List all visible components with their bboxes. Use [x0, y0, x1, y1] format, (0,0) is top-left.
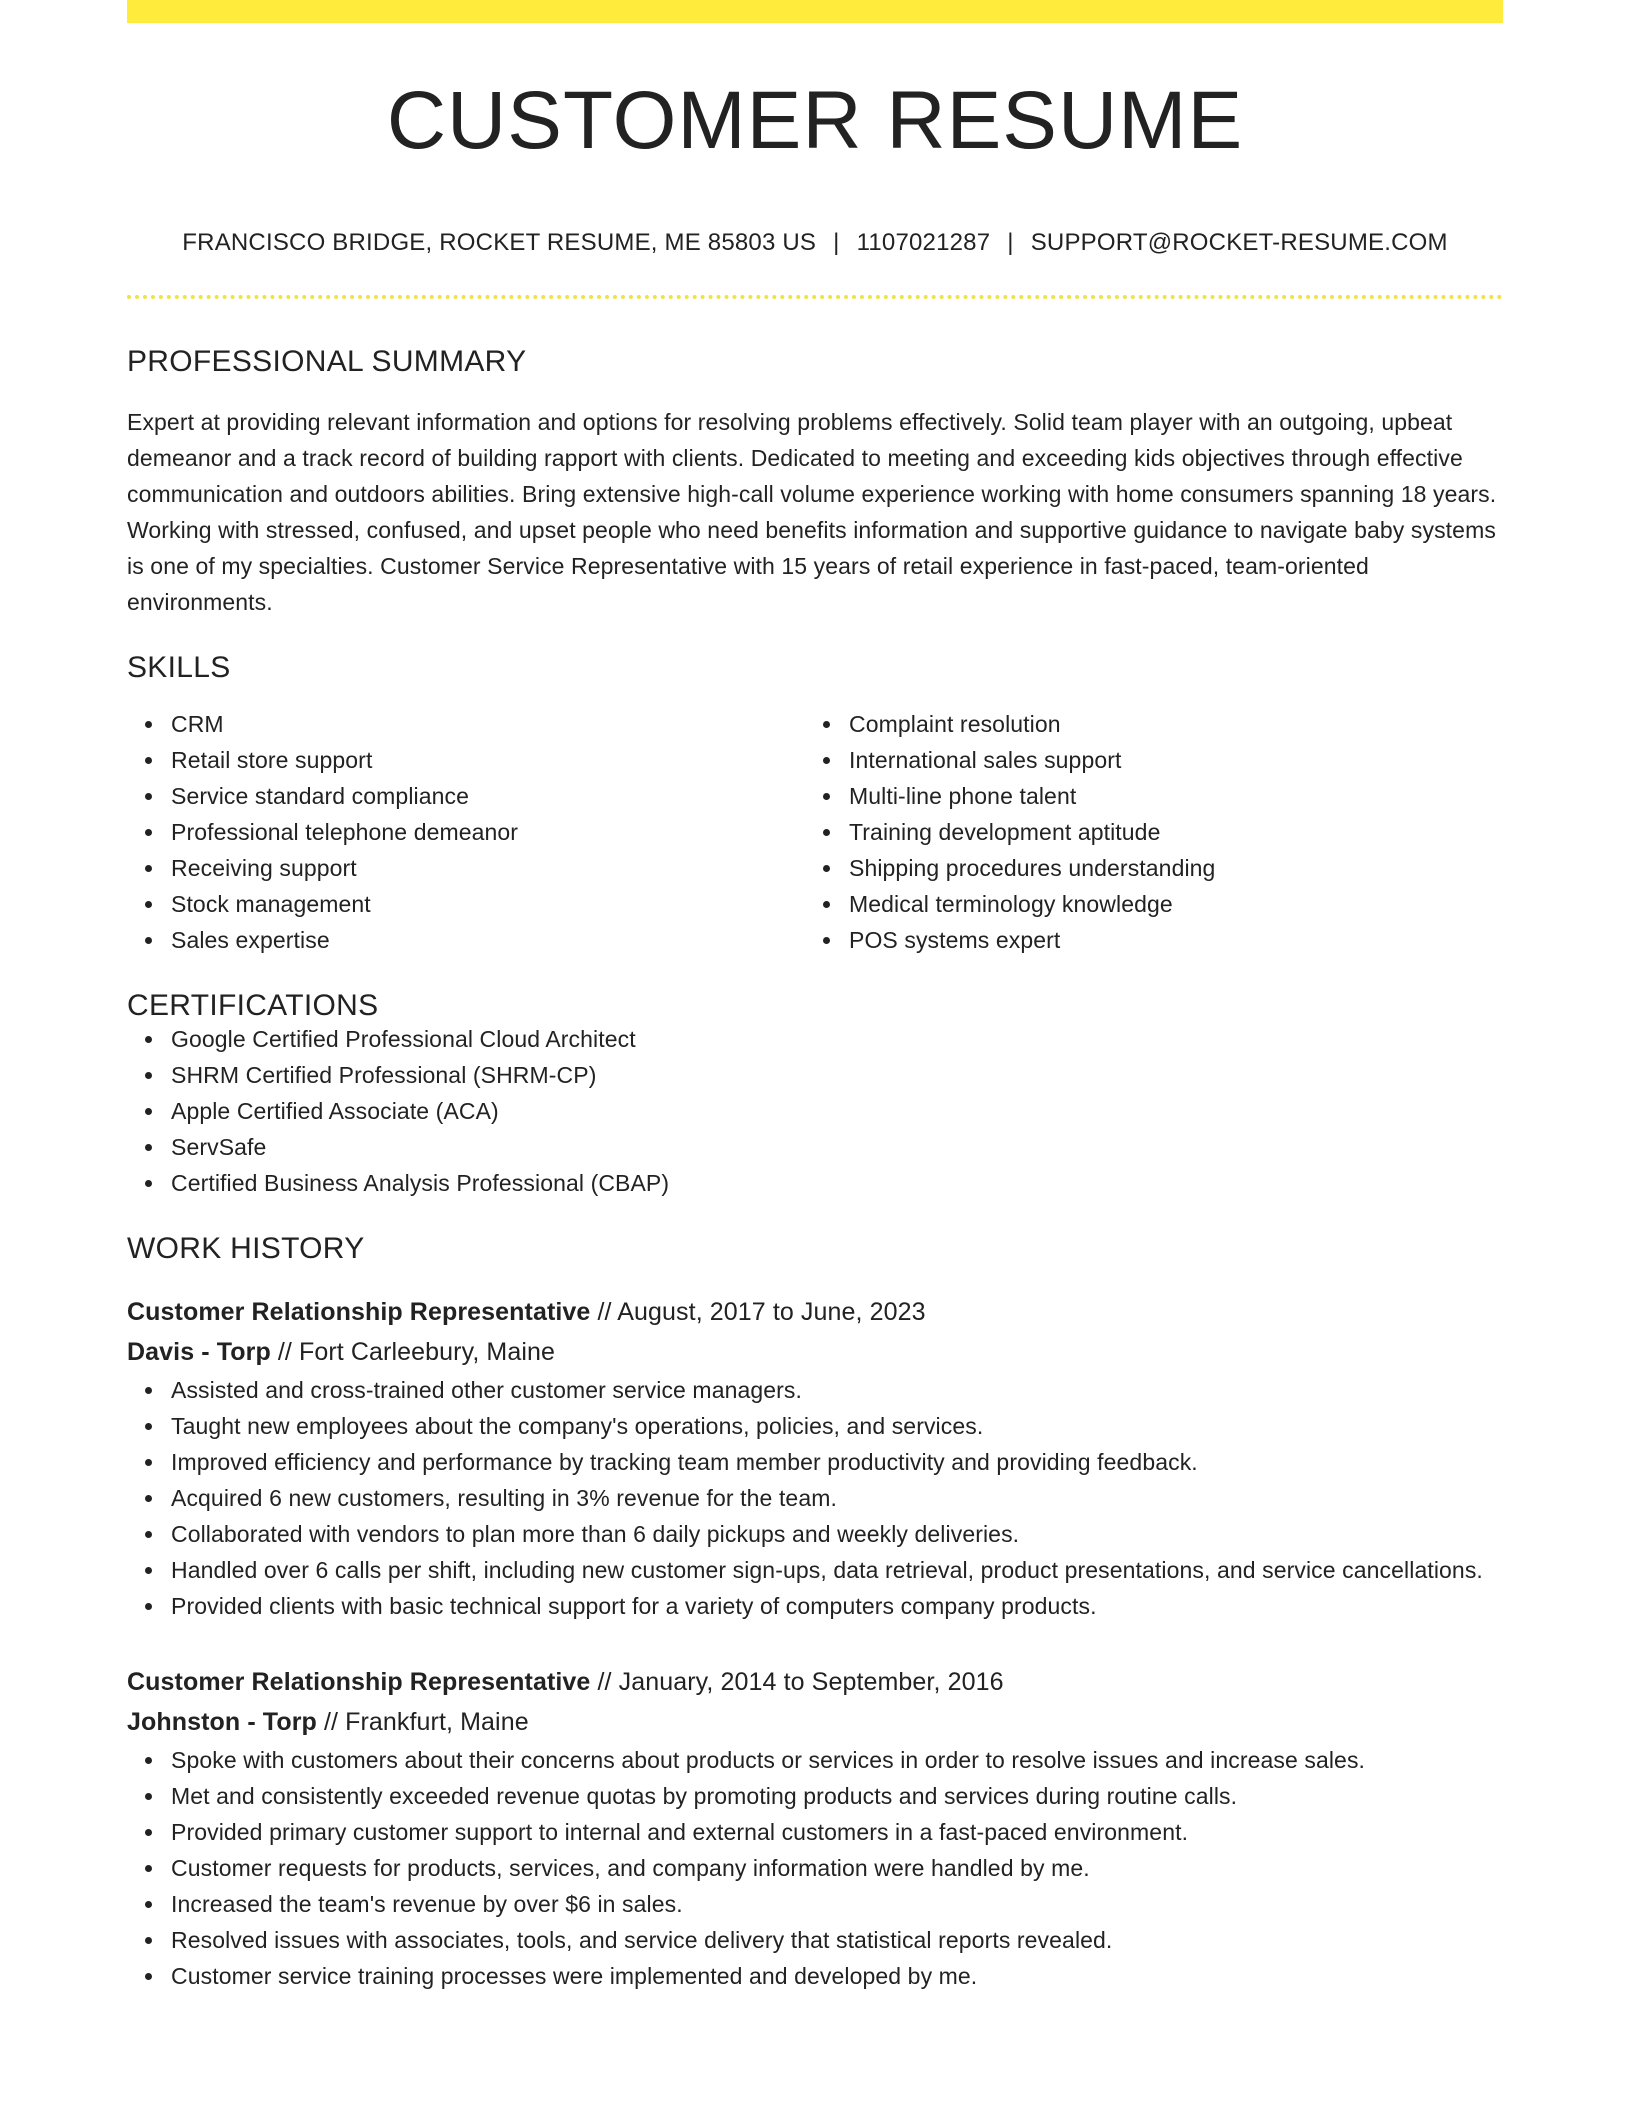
job-bullet-item: [127, 1778, 1503, 1814]
list-item-text: Certified Business Analysis Professional (CBAP): [171, 1170, 670, 1196]
job-bullet-item: [127, 1372, 1503, 1408]
job-location: // Frankfurt, Maine: [316, 1708, 529, 1736]
job-bullet-item: [127, 1408, 1503, 1444]
job-bullet-item: [127, 1480, 1503, 1516]
job-title-line: [127, 1662, 1503, 1702]
bullet-icon: [823, 901, 830, 908]
skill-item: [127, 778, 805, 814]
list-item-text: Customer requests for products, services, and company information were handled by me.: [171, 1855, 1090, 1881]
job-bullet-item: [127, 1922, 1503, 1958]
contact-line: [127, 231, 1503, 255]
list-item-text: International sales support: [849, 747, 1122, 773]
contact-separator: |: [1007, 229, 1014, 256]
list-item-text: SHRM Certified Professional (SHRM-CP): [171, 1062, 597, 1088]
contact-address: FRANCISCO BRIDGE, ROCKET RESUME, ME 85803 US: [182, 229, 817, 256]
certification-item: [127, 1057, 1503, 1093]
list-item-text: Collaborated with vendors to plan more than 6 daily pickups and weekly deliveries.: [171, 1521, 1020, 1547]
list-item-text: Acquired 6 new customers, resulting in 3% revenue for the team.: [171, 1485, 837, 1511]
bullet-icon: [145, 1937, 152, 1944]
bullet-icon: [145, 793, 152, 800]
job-entry: [127, 1292, 1503, 1624]
list-item-text: Professional telephone demeanor: [171, 819, 519, 845]
certification-item: [127, 1093, 1503, 1129]
skill-item: [805, 706, 1483, 742]
list-item-text: Increased the team's revenue by over $6 in sales.: [171, 1891, 683, 1917]
list-item-text: Resolved issues with associates, tools, and service delivery that statistical reports revealed.: [171, 1927, 1113, 1953]
skills-list-right: [805, 706, 1483, 958]
bullet-icon: [145, 901, 152, 908]
list-item-text: CRM: [171, 711, 224, 737]
skill-item: [127, 886, 805, 922]
skill-item: [127, 922, 805, 958]
bullet-icon: [145, 937, 152, 944]
job-dates: // January, 2014 to September, 2016: [590, 1668, 1004, 1696]
list-item-text: POS systems expert: [849, 927, 1061, 953]
job-bullet-item: [127, 1886, 1503, 1922]
list-item-text: Improved efficiency and performance by tracking team member productivity and providing feedback.: [171, 1449, 1198, 1475]
certification-item: [127, 1129, 1503, 1165]
list-item-text: Met and consistently exceeded revenue quotas by promoting products and services during routine calls.: [171, 1783, 1238, 1809]
job-company: Johnston - Torp: [127, 1708, 317, 1736]
skills-list-left: [127, 706, 805, 958]
list-item-text: Stock management: [171, 891, 371, 917]
bullet-icon: [145, 1865, 152, 1872]
list-item-text: Complaint resolution: [849, 711, 1061, 737]
accent-top-bar: [127, 0, 1503, 23]
job-entry: [127, 1662, 1503, 1994]
resume-title: CUSTOMER RESUME: [386, 75, 1244, 166]
job-location: // Fort Carleebury, Maine: [270, 1338, 556, 1366]
list-item-text: Spoke with customers about their concerns about products or services in order to resolve issues and increase sales.: [171, 1747, 1366, 1773]
bullet-icon: [145, 1757, 152, 1764]
bullet-icon: [145, 1829, 152, 1836]
contact-separator: |: [833, 229, 840, 256]
skill-item: [805, 850, 1483, 886]
bullet-icon: [145, 1387, 152, 1394]
bullet-icon: [823, 937, 830, 944]
bullet-icon: [145, 1973, 152, 1980]
bullet-icon: [823, 793, 830, 800]
list-item-text: Handled over 6 calls per shift, including new customer sign-ups, data retrieval, product presentations, and service cancellations.: [171, 1557, 1483, 1583]
bullet-icon: [145, 1495, 152, 1502]
list-item-text: Assisted and cross-trained other customer service managers.: [171, 1377, 802, 1403]
skill-item: [805, 778, 1483, 814]
certification-item: [127, 1165, 1503, 1201]
job-bullet-item: [127, 1850, 1503, 1886]
job-bullets: [127, 1742, 1503, 1994]
skill-item: [127, 706, 805, 742]
list-item-text: Receiving support: [171, 855, 357, 881]
job-title: Customer Relationship Representative: [127, 1668, 591, 1696]
bullet-icon: [145, 1036, 152, 1043]
job-company-line: [127, 1702, 1503, 1742]
job-bullets: [127, 1372, 1503, 1624]
job-company: Davis - Torp: [127, 1338, 271, 1366]
header-divider: [127, 295, 1503, 299]
bullet-icon: [145, 721, 152, 728]
list-item-text: Taught new employees about the company's operations, policies, and services.: [171, 1413, 984, 1439]
work-history-heading: WORK HISTORY: [127, 1232, 365, 1265]
bullet-icon: [145, 1459, 152, 1466]
job-company-line: [127, 1332, 1503, 1372]
job-dates: // August, 2017 to June, 2023: [590, 1298, 926, 1326]
bullet-icon: [145, 1180, 152, 1187]
bullet-icon: [145, 1901, 152, 1908]
list-item-text: Training development aptitude: [849, 819, 1161, 845]
job-bullet-item: [127, 1552, 1503, 1588]
bullet-icon: [145, 1108, 152, 1115]
list-item-text: Google Certified Professional Cloud Architect: [171, 1026, 636, 1052]
certification-item: [127, 1021, 1503, 1057]
bullet-icon: [145, 1423, 152, 1430]
list-item-text: Retail store support: [171, 747, 373, 773]
list-item-text: Customer service training processes were implemented and developed by me.: [171, 1963, 978, 1989]
skill-item: [805, 742, 1483, 778]
bullet-icon: [145, 1793, 152, 1800]
bullet-icon: [823, 721, 830, 728]
resume-page: [127, 0, 1503, 1994]
bullet-icon: [145, 865, 152, 872]
skill-item: [805, 922, 1483, 958]
skill-item: [127, 814, 805, 850]
list-item-text: Service standard compliance: [171, 783, 470, 809]
bullet-icon: [823, 757, 830, 764]
certifications-list: [127, 1021, 1503, 1201]
job-title: Customer Relationship Representative: [127, 1298, 591, 1326]
summary-text: Expert at providing relevant information and options for resolving problems effectively. Solid team player with an outgoing, upbeat demeanor and a track record of building rapport with clients. Dedicated to meeting and exceeding kids objectives through effective communication and outdoors abilities. Bring extensive high-call volume experience working with home consumers spanning 18 years. Working with stressed, confused, and upset people who need benefits information and supportive guidance to navigate baby systems is one of my specialties. Customer Service Representative with 15 years of retail experience in fast-paced, team-oriented environments.: [127, 409, 1497, 615]
list-item-text: Medical terminology knowledge: [849, 891, 1173, 917]
job-bullet-item: [127, 1742, 1503, 1778]
bullet-icon: [145, 1567, 152, 1574]
bullet-icon: [823, 829, 830, 836]
bullet-icon: [145, 757, 152, 764]
job-bullet-item: [127, 1814, 1503, 1850]
list-item-text: ServSafe: [171, 1134, 267, 1160]
job-bullet-item: [127, 1444, 1503, 1480]
bullet-icon: [145, 1072, 152, 1079]
bullet-icon: [823, 865, 830, 872]
bullet-icon: [145, 1144, 152, 1151]
certifications-heading: CERTIFICATIONS: [127, 989, 379, 1022]
work-history-list: [127, 1292, 1503, 1994]
list-item-text: Apple Certified Associate (ACA): [171, 1098, 499, 1124]
skill-item: [805, 814, 1483, 850]
job-bullet-item: [127, 1958, 1503, 1994]
bullet-icon: [145, 1603, 152, 1610]
contact-phone: 1107021287: [856, 229, 991, 256]
list-item-text: Multi-line phone talent: [849, 783, 1077, 809]
job-bullet-item: [127, 1516, 1503, 1552]
list-item-text: Provided primary customer support to internal and external customers in a fast-paced environment.: [171, 1819, 1189, 1845]
job-title-line: [127, 1292, 1503, 1332]
list-item-text: Shipping procedures understanding: [849, 855, 1216, 881]
skill-item: [127, 742, 805, 778]
list-item-text: Provided clients with basic technical support for a variety of computers company products.: [171, 1593, 1097, 1619]
bullet-icon: [145, 1531, 152, 1538]
skill-item: [127, 850, 805, 886]
list-item-text: Sales expertise: [171, 927, 330, 953]
skill-item: [805, 886, 1483, 922]
skills-heading: SKILLS: [127, 651, 231, 684]
skills-columns: [127, 706, 1503, 958]
bullet-icon: [145, 829, 152, 836]
job-bullet-item: [127, 1588, 1503, 1624]
contact-email: SUPPORT@ROCKET-RESUME.COM: [1030, 229, 1448, 256]
summary-heading: PROFESSIONAL SUMMARY: [127, 345, 527, 378]
